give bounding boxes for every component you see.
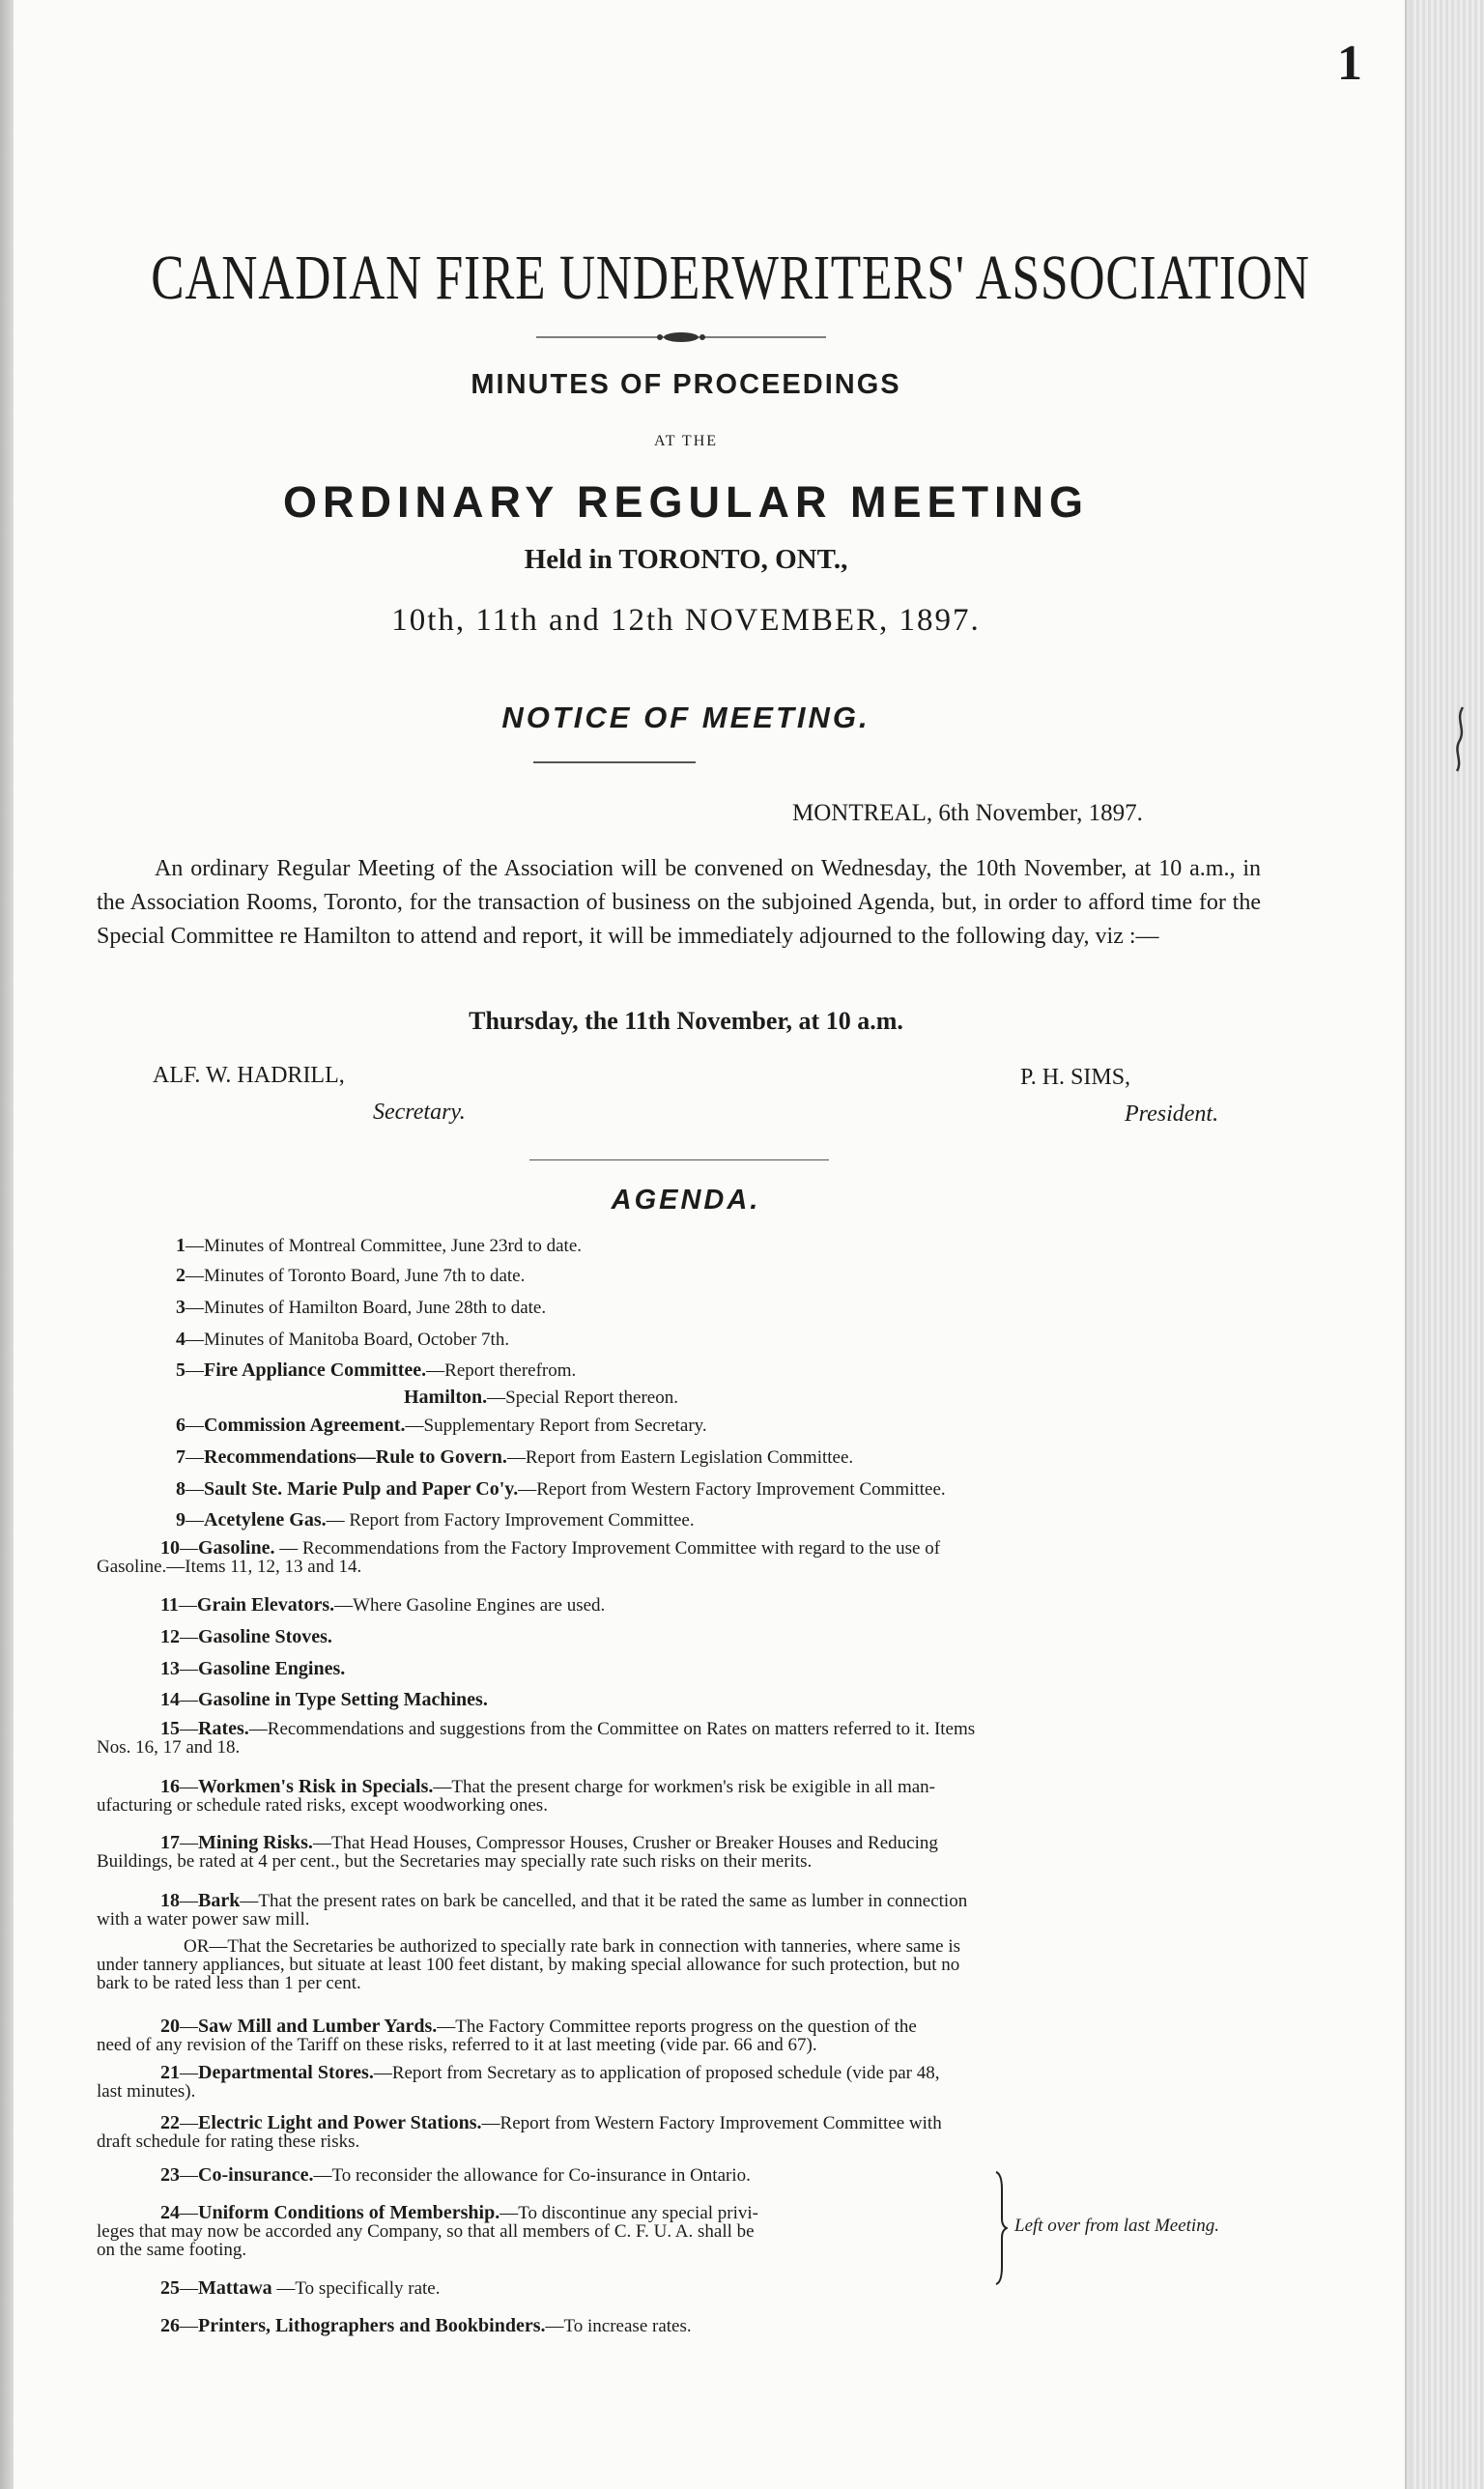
- agenda-item-continuation: Buildings, be rated at 4 per cent., but the Secretaries may specially rate such risks on their merits.: [97, 1851, 813, 1872]
- agenda-item-heading: Electric Light and Power Stations.: [198, 2112, 482, 2133]
- agenda-item-text: — Recommendations from the Factory Improvement Committee with regard to the use of: [274, 1538, 941, 1559]
- agenda-item-number: 8: [176, 1478, 186, 1500]
- agenda-item-number: 14: [160, 1689, 180, 1710]
- agenda-item-heading: Mining Risks.: [198, 1832, 313, 1853]
- agenda-item-continuation: last minutes).: [97, 2081, 196, 2102]
- agenda-item: 23—Co-insurance.—To reconsider the allowance for Co-insurance in Ontario.: [160, 2164, 751, 2186]
- agenda-item-heading: Mattawa: [198, 2277, 272, 2299]
- at-the-line: AT THE: [653, 433, 719, 449]
- notice-rule: [533, 761, 696, 763]
- agenda-item: [97, 1937, 1261, 1992]
- agenda-item-heading: Departmental Stores.: [198, 2062, 374, 2083]
- agenda-item-heading: Gasoline in Type Setting Machines.: [198, 1689, 488, 1710]
- left-over-note: Left over from last Meeting.: [1014, 2216, 1219, 2236]
- agenda-item: 25—Mattawa —To specifically rate.: [160, 2277, 441, 2299]
- agenda-item-continuation: need of any revision of the Tariff on these risks, referred to it at last meeting (vide par. 66 and 67).: [97, 2035, 817, 2055]
- agenda-item-number: 17: [160, 1832, 180, 1853]
- agenda-item-heading: Gasoline Engines.: [198, 1658, 346, 1679]
- agenda-item-number: 16: [160, 1776, 180, 1797]
- agenda-item-text: Minutes of Hamilton Board, June 28th to date.: [204, 1298, 547, 1318]
- agenda-item-text: —Where Gasoline Engines are used.: [334, 1595, 606, 1616]
- notice-heading: NOTICE OF MEETING.: [501, 701, 870, 734]
- agenda-item-text: —Report from Western Factory Improvement Committee.: [518, 1479, 946, 1500]
- agenda-item: 15—Rates.—Recommendations and suggestions from the Committee on Rates on matters referred to it. Items Nos. 16, 17 and 18.: [97, 1720, 1261, 1757]
- agenda-item-continuation: with a water power saw mill.: [97, 1909, 310, 1930]
- agenda-item-number: 12: [160, 1626, 180, 1647]
- agenda-item-heading: Printers, Lithographers and Bookbinders.: [198, 2315, 546, 2336]
- agenda-item-text: —Report from Eastern Legislation Committee.: [506, 1447, 854, 1468]
- agenda-item: 7—Recommendations—Rule to Govern.—Report from Eastern Legislation Committee.: [176, 1446, 854, 1468]
- agenda-item-heading: Commission Agreement.: [204, 1415, 406, 1436]
- agenda-item-number: 22: [160, 2112, 180, 2133]
- agenda-item-number: 20: [160, 2016, 180, 2037]
- minutes-heading: MINUTES OF PROCEEDINGS: [471, 369, 901, 400]
- agenda-item: 22—Electric Light and Power Stations.—Report from Western Factory Improvement Committee with draft schedule for rating these risks.: [97, 2114, 1261, 2151]
- agenda-item-text: —That the present charge for workmen's risk be exigible in all man-: [433, 1777, 935, 1797]
- agenda-item-continuation: under tannery appliances, but situate at least 100 feet distant, by making special allowance for such protection, but no: [97, 1955, 960, 1975]
- agenda-item-heading: Acetylene Gas.: [204, 1509, 327, 1531]
- agenda-item: 8—Sault Ste. Marie Pulp and Paper Co'y.—Report from Western Factory Improvement Committee.: [176, 1478, 946, 1500]
- agenda-item-heading: Sault Ste. Marie Pulp and Paper Co'y.: [204, 1478, 519, 1500]
- agenda-item-continuation: draft schedule for rating these risks.: [97, 2131, 360, 2152]
- agenda-item-continuation: bark to be rated less than 1 per cent.: [97, 1973, 361, 1993]
- agenda-item: 2—Minutes of Toronto Board, June 7th to date.: [176, 1265, 526, 1286]
- agenda-item-number: 5: [176, 1359, 186, 1381]
- agenda-item: 13—Gasoline Engines.: [160, 1658, 346, 1679]
- agenda-item-text: —Report from Secretary as to application of proposed schedule (vide par 48,: [373, 2063, 940, 2083]
- secretary-title: Secretary.: [373, 1100, 466, 1125]
- agenda-item-heading: Recommendations—Rule to Govern.: [204, 1446, 507, 1468]
- held-in-line: Held in TORONTO, ONT.,: [524, 544, 848, 575]
- agenda-item: 11—Grain Elevators.—Where Gasoline Engines are used.: [160, 1594, 606, 1616]
- agenda-item-text: —That the present rates on bark be cancelled, and that it be rated the same as lumber in connection: [240, 1891, 968, 1911]
- agenda-item-text: —To discontinue any special privi-: [499, 2203, 759, 2223]
- president-title: President.: [1125, 1101, 1219, 1127]
- agenda-item-text: — Report from Factory Improvement Committee.: [326, 1510, 695, 1531]
- agenda-item-continuation: Nos. 16, 17 and 18.: [97, 1737, 241, 1758]
- secretary-name: ALF. W. HADRILL,: [153, 1063, 345, 1088]
- agenda-item-number: 18: [160, 1890, 180, 1911]
- agenda-item-heading: Gasoline Stoves.: [198, 1626, 332, 1647]
- agenda-item: 14—Gasoline in Type Setting Machines.: [160, 1689, 488, 1710]
- title-ornament: [536, 328, 826, 347]
- agenda-item: 6—Commission Agreement.—Supplementary Report from Secretary.: [176, 1415, 707, 1436]
- agenda-rule: [529, 1159, 829, 1160]
- agenda-item: 16—Workmen's Risk in Specials.—That the present charge for workmen's risk be exigible in all man- ufacturing or schedule rated risks, except woodworking ones.: [97, 1778, 1261, 1815]
- agenda-item-number: 2: [176, 1265, 186, 1286]
- agenda-item: 26—Printers, Lithographers and Bookbinders.—To increase rates.: [160, 2315, 692, 2336]
- agenda-item-number: 6: [176, 1415, 186, 1436]
- agenda-item-text: —Report therefrom.: [426, 1360, 577, 1381]
- adjourned-to-line: Thursday, the 11th November, at 10 a.m.: [469, 1007, 903, 1035]
- agenda-item-number: 23: [160, 2164, 180, 2186]
- agenda-item: 18—Bark—That the present rates on bark be cancelled, and that it be rated the same as lumber in connection with a water power saw mill.: [97, 1892, 1261, 1929]
- agenda-item-text: Minutes of Montreal Committee, June 23rd to date.: [204, 1236, 583, 1256]
- margin-mark: [1451, 705, 1470, 773]
- agenda-item-heading: Fire Appliance Committee.: [204, 1359, 427, 1381]
- agenda-item-heading: Co-insurance.: [198, 2164, 314, 2186]
- notice-dateline: MONTREAL, 6th November, 1897.: [792, 800, 1143, 826]
- agenda-item-number: 15: [160, 1718, 180, 1739]
- agenda-item-heading: Hamilton.: [404, 1387, 488, 1408]
- agenda-item: 21—Departmental Stores.—Report from Secretary as to application of proposed schedule (vide par 48, last minutes).: [97, 2064, 1261, 2101]
- agenda-item-heading: Gasoline.: [198, 1537, 275, 1559]
- agenda-item-number: 13: [160, 1658, 180, 1679]
- agenda-item-number: 24: [160, 2202, 180, 2223]
- agenda-item-text: —To increase rates.: [545, 2316, 692, 2336]
- association-title: CANADIAN FIRE UNDERWRITERS' ASSOCIATION: [151, 243, 1310, 313]
- agenda-item: 1—Minutes of Montreal Committee, June 23rd to date.: [176, 1235, 583, 1256]
- agenda-item-heading: Workmen's Risk in Specials.: [198, 1776, 434, 1797]
- agenda-item: 12—Gasoline Stoves.: [160, 1626, 332, 1647]
- agenda-item-number: 4: [176, 1329, 186, 1350]
- agenda-item-continuation: on the same footing.: [97, 2240, 247, 2260]
- agenda-item-heading: Saw Mill and Lumber Yards.: [198, 2016, 438, 2037]
- agenda-item: 3—Minutes of Hamilton Board, June 28th to date.: [176, 1297, 547, 1318]
- agenda-item: 4—Minutes of Manitoba Board, October 7th.: [176, 1329, 510, 1350]
- agenda-item-number: 3: [176, 1297, 186, 1318]
- agenda-item: 10—Gasoline. — Recommendations from the Factory Improvement Committee with regard to the use of Gasoline.—Items 11, 12, 13 and 14.: [97, 1539, 1261, 1576]
- meeting-type-heading: ORDINARY REGULAR MEETING: [282, 477, 1090, 527]
- agenda-item: 20—Saw Mill and Lumber Yards.—The Factory Committee reports progress on the question of the need of any revision of the Tariff on these risks, referred to it at last meeting (vide par. 66 and 67).: [97, 2017, 1261, 2054]
- agenda-item: 9—Acetylene Gas.— Report from Factory Improvement Committee.: [176, 1509, 695, 1531]
- agenda-item-text: —The Factory Committee reports progress on the question of the: [437, 2017, 917, 2037]
- agenda-item-heading: Bark: [198, 1890, 241, 1911]
- agenda-item: [97, 1388, 1261, 1407]
- agenda-brace: [994, 2170, 1008, 2286]
- notice-body: An ordinary Regular Meeting of the Association will be convened on Wednesday, the 10th November, at 10 a.m., in the Association Rooms, Toronto, for the transaction of business on the subjoined Agenda, but, in order to afford time for the Special Committee re Hamilton to attend and report, it will be immediately adjourned to the following day, viz :—: [97, 856, 1261, 949]
- agenda-item-heading: Grain Elevators.: [196, 1594, 335, 1616]
- agenda-item-text: —Report from Western Factory Improvement Committee with: [481, 2113, 942, 2133]
- page-edge: [1411, 0, 1484, 2489]
- agenda-heading: AGENDA.: [611, 1185, 761, 1216]
- agenda-item-continuation: Gasoline.—Items 11, 12, 13 and 14.: [97, 1557, 362, 1577]
- agenda-item-text: —Special Report thereon.: [487, 1388, 678, 1408]
- president-name: P. H. SIMS,: [1020, 1065, 1131, 1090]
- agenda-item-text: OR—That the Secretaries be authorized to specially rate bark in connection with tanneries, where same is: [184, 1936, 961, 1957]
- agenda-item: 5—Fire Appliance Committee.—Report therefrom.: [176, 1359, 577, 1381]
- agenda-item-text: —Recommendations and suggestions from the Committee on Rates on matters referred to it. Items: [248, 1719, 976, 1739]
- agenda-item-text: Minutes of Manitoba Board, October 7th.: [204, 1330, 510, 1350]
- meeting-dates: 10th, 11th and 12th NOVEMBER, 1897.: [391, 603, 981, 638]
- agenda-item-text: —To reconsider the allowance for Co-insurance in Ontario.: [313, 2165, 751, 2186]
- agenda-item-continuation: ufacturing or schedule rated risks, except woodworking ones.: [97, 1795, 548, 1816]
- agenda-item-number: 1: [176, 1235, 186, 1256]
- agenda-item-continuation: leges that may now be accorded any Company, so that all members of C. F. U. A. shall be: [97, 2221, 755, 2242]
- page-number: 1: [1337, 36, 1362, 91]
- agenda-item-text: —That Head Houses, Compressor Houses, Crusher or Breaker Houses and Reducing: [312, 1833, 938, 1853]
- agenda-item-number: 10: [160, 1537, 180, 1559]
- agenda-item-number: 11: [160, 1594, 179, 1616]
- agenda-item-number: 21: [160, 2062, 180, 2083]
- agenda-item-number: 9: [176, 1509, 186, 1531]
- agenda-item-number: 7: [176, 1446, 186, 1468]
- agenda-item: 17—Mining Risks.—That Head Houses, Compressor Houses, Crusher or Breaker Houses and Reducing Buildings, be rated at 4 per cent., but the Secretaries may specially rate such risks on their merits.: [97, 1834, 1261, 1871]
- agenda-item-text: —Supplementary Report from Secretary.: [405, 1416, 707, 1436]
- agenda-item-heading: Uniform Conditions of Membership.: [198, 2202, 500, 2223]
- agenda-item-text: Minutes of Toronto Board, June 7th to date.: [204, 1266, 526, 1286]
- agenda-item-text: —To specifically rate.: [271, 2278, 441, 2299]
- agenda-item: 24—Uniform Conditions of Membership.—To discontinue any special privi- leges that may now be accorded any Company, so that all members of C. F. U. A. shall be on the same footing.: [97, 2204, 1261, 2259]
- agenda-item-heading: Rates.: [198, 1718, 249, 1739]
- agenda-item-number: 26: [160, 2315, 180, 2336]
- agenda-item-number: 25: [160, 2277, 180, 2299]
